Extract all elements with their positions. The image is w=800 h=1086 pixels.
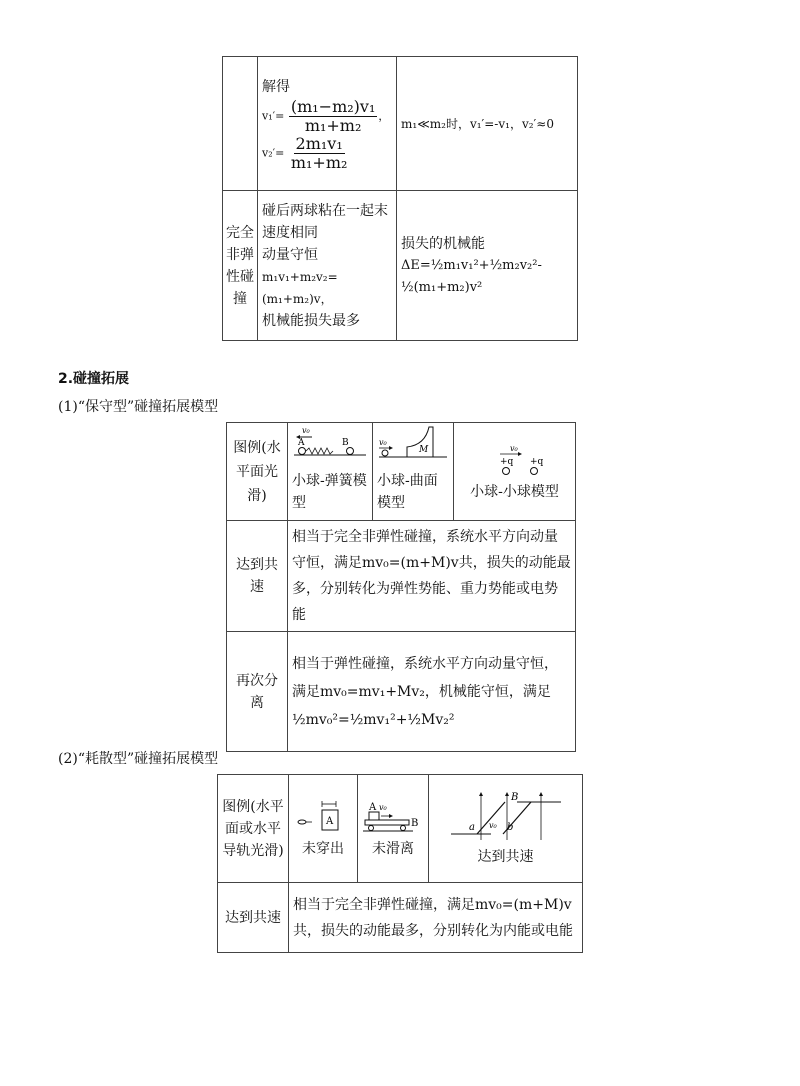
legend-label-cell: 图例(水平面光滑) [227,423,288,521]
svg-text:A: A [369,801,377,813]
ball-ball-model-cell [454,423,576,521]
svg-text:+q: +q [529,456,543,467]
rails-diagram [441,790,571,846]
svg-text:A: A [298,438,305,448]
inelastic-desc-cell [258,191,397,341]
svg-text:a: a [468,821,475,833]
inelastic-label-cell: 完全非弹性碰撞 [223,191,258,341]
svg-text:v₀: v₀ [509,443,518,453]
curve-model-label: 小球-曲面模型 [377,473,438,511]
v2-formula: v₂′= $\frac{\text{2m₁v₁}}{\text{m₁+m₂}}$ [262,133,348,172]
curve-model-cell [373,423,454,521]
rails-model-cell [429,775,583,883]
svg-text:v₀: v₀ [488,820,497,830]
block-board-diagram [361,798,425,838]
collision-table-top [222,56,578,341]
elastic-result-cell: m₁≪m₂时，v₁′=-v₁，v₂′≈0 [397,57,578,191]
blank-label-cell [223,57,258,191]
inelastic-desc-4: 机械能损失最多 [262,312,360,329]
svg-text:b: b [506,821,513,833]
svg-text:v₀: v₀ [379,438,387,447]
inelastic-desc-3: m₁v₁+m₂v₂=(m₁+m₂)v， [262,269,338,306]
spring-model-diagram [292,423,368,463]
svg-text:B: B [510,791,518,803]
cospeed-label-cell: 达到共速 [227,521,288,632]
separate-desc-cell: 相当于弹性碰撞，系统水平方向动量守恒，满足mv₀=mv₁+Mv₂，机械能守恒，满足½mv₀²=½mv₁²+½Mv₂² [288,632,576,752]
svg-text:v₀: v₀ [302,426,310,435]
inelastic-desc-2: 动量守恒 [262,246,318,263]
svg-text:+q: +q [499,456,513,467]
svg-text:A: A [326,815,334,827]
conservative-collision-table [226,422,576,752]
solve-text: 解得 [262,78,290,95]
energy-loss-formula: ΔE=½m₁v₁²+½m₂v₂²-½(m₁+m₂)v² [401,257,542,295]
v1-formula: v₁′= $\frac{\text{(m₁−m₂)v₁}}{\text{m₁+m₂}}$ ， [262,96,390,135]
svg-text:B: B [411,817,419,829]
energy-loss-title: 损失的机械能 [401,235,485,252]
section-title: 2.碰撞拓展 [58,371,130,387]
dissipative-collision-table [217,774,583,953]
spring-model-label: 小球-弹簧模型 [292,473,367,511]
cospeed2-desc-cell: 相当于完全非弹性碰撞，满足mv₀=(m+M)v共，损失的动能最多，分别转化为内能或电能 [289,883,583,953]
svg-text:B: B [342,438,349,448]
curve-model-diagram [377,423,449,463]
svg-text:v₀: v₀ [379,802,387,812]
cospeed-desc-cell: 相当于完全非弹性碰撞，系统水平方向动量守恒，满足mv₀=(m+M)v共，损失的动能最多，分别转化为弹性势能、重力势能或电势能 [288,521,576,632]
svg-text:M: M [419,445,429,455]
ball-ball-model-label: 小球-小球模型 [470,483,559,500]
energy-loss-cell [397,191,578,341]
slide-model-label: 未滑离 [372,840,414,857]
separate-label-cell: 再次分离 [227,632,288,752]
slide-model-cell [358,775,429,883]
elastic-solution-cell [258,57,397,191]
bullet-model-label: 未穿出 [302,840,344,857]
rails-model-label: 达到共速 [477,848,534,865]
spring-model-cell [288,423,373,521]
subsection-1-title: (1)“保守型”碰撞拓展模型 [58,399,219,415]
subsection-2-title: (2)“耗散型”碰撞拓展模型 [58,751,219,767]
inelastic-desc-1: 碰后两球粘在一起末速度相同 [262,202,388,241]
bullet-block-diagram [292,798,354,838]
cospeed2-label-cell: 达到共速 [218,883,289,953]
legend2-label-cell: 图例(水平面或水平导轨光滑) [218,775,289,883]
ball-ball-model-diagram [460,441,570,481]
bullet-model-cell [289,775,358,883]
